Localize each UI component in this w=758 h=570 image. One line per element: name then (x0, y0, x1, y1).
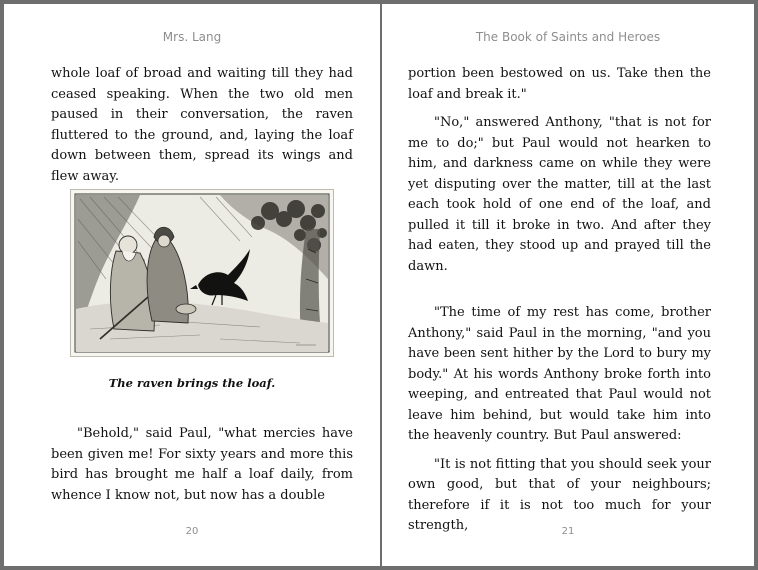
right-page[interactable] (382, 4, 754, 566)
left-page[interactable] (4, 4, 380, 566)
left-bottom-paragraph: "Behold," said Paul, "what mercies have been given me! For sixty years and more this bird has brought me half a loaf daily, from whence I know not, but now has a double (51, 426, 353, 503)
right-running-head: The Book of Saints and Heroes (475, 30, 661, 44)
right-text (408, 64, 711, 537)
figure-caption: The raven brings the loaf. (108, 376, 276, 390)
right-page-number: 21 (561, 526, 575, 537)
right-paragraph-4: "It is not fitting that you should seek your own good, but that of your neighbours; therefore if it is not too much for your strength, (408, 456, 711, 533)
raven-illustration (70, 189, 334, 357)
right-paragraph-3: "The time of my rest has come, brother Anthony," said Paul in the morning, "and you have been sent hither by the Lord to bury my body." At his words Anthony broke forth into weeping, and entreated that Paul would not leave him behind, but would take him into the heavenly country. But Paul answered: (408, 305, 711, 443)
raven-illustration-art (70, 189, 334, 357)
book-spread (4, 4, 754, 566)
right-paragraph-1: portion been bestowed on us. Take then the loaf and break it." (408, 66, 711, 102)
left-running-head: Mrs. Lang (162, 30, 222, 44)
left-top-paragraph: whole loaf of broad and waiting till they had ceased speaking. When the two old men paused in their conversation, the raven fluttered to the ground, and, laying the loaf down between them, spread its wings and flew away. (51, 66, 353, 184)
left-page-number: 20 (185, 526, 199, 537)
left-bottom-text (51, 424, 353, 506)
left-top-text (51, 64, 353, 187)
right-paragraph-2: "No," answered Anthony, "that is not for me to do;" but Paul would not hearken to him, and darkness came on while they were yet disputing over the matter, till at the last each took hold of one end of the loaf, and pulled it till it broke in two. And after they had eaten, they stood up and prayed till the dawn. (408, 115, 711, 274)
